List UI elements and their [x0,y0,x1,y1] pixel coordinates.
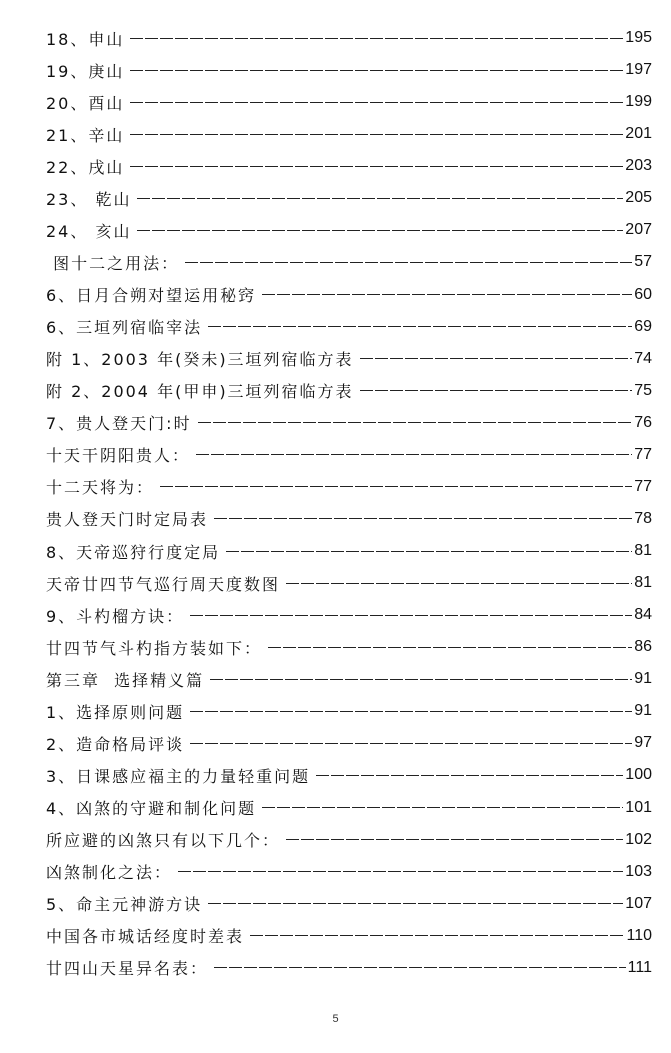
toc-entry-title: 5、命主元神游方诀 [46,895,203,915]
toc-entry[interactable] [46,792,652,824]
toc-entry-page: 74 [634,349,652,367]
toc-entry[interactable] [46,182,652,214]
toc-entry-title: 21、辛山 [46,125,125,145]
toc-entry-page: 60 [634,285,652,303]
toc-entry-title: 22、戌山 [46,157,125,177]
dot-leader [250,935,624,936]
toc-entry-page: 81 [634,542,652,560]
toc-entry-page: 77 [634,477,652,495]
dot-leader [214,967,626,968]
toc-entry[interactable] [46,695,652,727]
toc-entry-page: 69 [634,317,652,335]
toc-entry-page: 207 [625,221,652,239]
dot-leader [190,615,632,616]
toc-entry-page: 197 [625,61,652,79]
dot-leader [316,775,623,776]
toc-entry[interactable] [46,118,652,150]
toc-entry[interactable] [46,663,652,695]
dot-leader [286,839,623,840]
toc-entry-page: 205 [625,189,652,207]
toc-entry[interactable] [46,824,652,856]
toc-entry-page: 91 [634,702,652,720]
toc-entry-title: 十二天将为： [46,478,155,498]
toc-entry-title: 6、日月合朔对望运用秘窍 [46,286,257,306]
dot-leader [160,486,632,487]
toc-entry-title: 廿四节气斗杓指方装如下： [46,638,263,658]
toc-entry[interactable] [46,246,652,278]
toc-entry-page: 57 [634,253,652,271]
dot-leader [130,134,623,135]
toc-entry[interactable] [46,150,652,182]
dot-leader [210,679,632,680]
toc-entry-title: 中国各市城话经度时差表 [46,927,245,947]
toc-entry-page: 86 [634,638,652,656]
toc-entry-title: 8、天帝巡狩行度定局 [46,542,221,562]
toc-entry-page: 110 [626,926,652,944]
toc-entry-page: 77 [634,445,652,463]
toc-entry[interactable] [46,856,652,888]
dot-leader [137,198,623,199]
toc-entry[interactable] [46,311,652,343]
toc-entry[interactable] [46,535,652,567]
toc-entry[interactable] [46,727,652,759]
toc-entry[interactable] [46,503,652,535]
toc-entry-title: 24、 亥山 [46,221,132,241]
toc-entry[interactable] [46,343,652,375]
toc-entry[interactable] [46,888,652,920]
dot-leader [268,647,632,648]
toc-entry[interactable] [46,599,652,631]
toc-entry-title: 所应避的凶煞只有以下几个： [46,831,281,851]
dot-leader [286,583,632,584]
toc-entry-title: 4、凶煞的守避和制化问题 [46,799,257,819]
dot-leader [262,294,632,295]
toc-entry[interactable] [46,471,652,503]
dot-leader [208,903,623,904]
toc-entry-page: 78 [634,509,652,527]
toc-entry-page: 75 [634,381,652,399]
dot-leader [130,38,623,39]
dot-leader [208,326,632,327]
toc-entry-page: 107 [625,894,652,912]
toc-entry-page: 81 [634,574,652,592]
toc-entry-title: 凶煞制化之法： [46,863,173,883]
dot-leader [130,70,623,71]
toc-entry-title: 23、 乾山 [46,189,132,209]
toc-entry-title: 20、酉山 [46,93,125,113]
toc-entry-title: 19、庚山 [46,61,125,81]
dot-leader [360,390,633,391]
dot-leader [130,166,623,167]
toc-entry[interactable] [46,439,652,471]
dot-leader [214,518,632,519]
page-number: 5 [332,1013,339,1025]
toc-entry[interactable] [46,54,652,86]
toc-entry[interactable] [46,759,652,791]
dot-leader [130,102,623,103]
dot-leader [198,422,633,423]
toc-entry-page: 100 [625,766,652,784]
toc-entry-title: 2、造命格局评谈 [46,734,185,754]
toc-entry-title: 7、贵人登天门:时 [46,414,192,434]
toc-entry-page: 102 [625,830,652,848]
toc-entry-title: 6、三垣列宿临宰法 [46,318,203,338]
toc-entry-title: 附 2、2004 年(甲申)三垣列宿临方表 [46,382,354,402]
toc-entry[interactable] [46,279,652,311]
toc-entry-title: 第三章 选择精义篇 [46,670,205,690]
dot-leader [226,551,632,552]
toc-entry[interactable] [46,567,652,599]
toc-entry-page: 199 [625,93,652,111]
toc-entry-page: 91 [634,670,652,688]
toc-entry-page: 76 [634,413,652,431]
toc-entry-title: 廿四山天星异名表： [46,959,209,979]
toc-entry-page: 111 [627,958,652,976]
toc-entry-page: 101 [625,798,652,816]
toc-entry-title: 18、申山 [46,29,125,49]
toc-entry-page: 201 [625,125,652,143]
dot-leader [190,711,632,712]
toc-entry-title: 1、选择原则问题 [46,702,185,722]
toc-entry-title: 9、斗杓榴方诀： [46,606,185,626]
toc-entry-title: 3、日课感应福主的力量轻重问题 [46,766,311,786]
toc-entry-title: 图十二之用法： [46,253,180,273]
toc-entry-page: 84 [634,606,652,624]
toc-entry[interactable] [46,86,652,118]
dot-leader [190,743,632,744]
toc-entry[interactable] [46,22,652,54]
toc-entry[interactable] [46,920,652,952]
toc-entry-page: 97 [634,734,652,752]
toc-entry-page: 195 [625,29,652,47]
toc-entry-title: 附 1、2003 年(癸未)三垣列宿临方表 [46,350,354,370]
table-of-contents [46,22,652,984]
toc-entry-title: 十天干阴阳贵人： [46,446,191,466]
toc-entry[interactable] [46,407,652,439]
dot-leader [196,454,632,455]
toc-entry-page: 203 [625,157,652,175]
toc-entry[interactable] [46,214,652,246]
dot-leader [137,230,623,231]
toc-entry[interactable] [46,952,652,984]
toc-entry-title: 贵人登天门时定局表 [46,510,209,530]
toc-entry-title: 天帝廿四节气巡行周天度数图 [46,574,281,594]
toc-entry-page: 103 [625,862,652,880]
dot-leader [178,871,623,872]
dot-leader [185,262,632,263]
dot-leader [360,358,633,359]
toc-entry[interactable] [46,631,652,663]
dot-leader [262,807,623,808]
toc-entry[interactable] [46,375,652,407]
